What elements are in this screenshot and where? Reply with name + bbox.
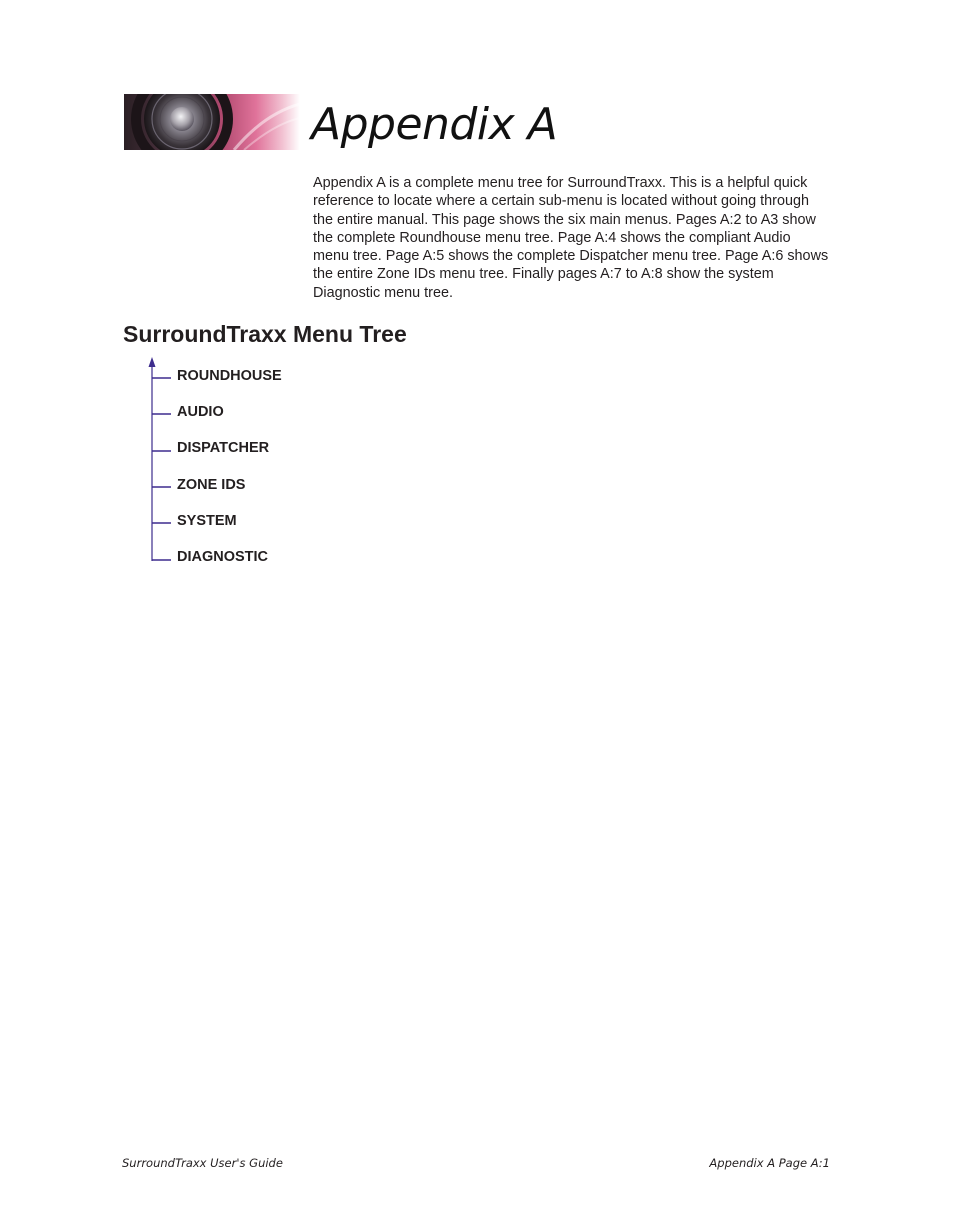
tree-item-zone-ids[interactable]: ZONE IDS [177,477,246,493]
tree-item-system[interactable]: SYSTEM [177,513,237,529]
footer-guide-title: SurroundTraxx User's Guide [122,1156,283,1170]
tree-arrow-icon [149,357,156,367]
menu-tree [140,354,440,574]
page-title: Appendix A [311,99,558,150]
tree-item-audio[interactable]: AUDIO [177,404,224,420]
tree-item-roundhouse[interactable]: ROUNDHOUSE [177,368,282,384]
tree-item-dispatcher[interactable]: DISPATCHER [177,440,270,456]
tree-item-diagnostic[interactable]: DIAGNOSTIC [177,549,269,565]
section-heading: SurroundTraxx Menu Tree [123,321,407,347]
footer-page-number: Appendix A Page A:1 [709,1156,830,1170]
intro-paragraph: Appendix A is a complete menu tree for SurroundTraxx. This is a helpful quick reference to locate where a certain sub-menu is located without going through the entire manual. This page shows the six main menus. Pages A:2 to A3 show the complete Roundhouse menu tree. Page A:4 shows the compliant Audio menu tree. Page A:5 shows the complete Dispatcher menu tree. Page A:6 shows the entire Zone IDs menu tree. Finally pages A:7 to A:8 show the system Diagnostic menu tree. [313,175,829,301]
header-speaker-image [124,94,300,150]
menu-tree-lines [140,354,180,569]
